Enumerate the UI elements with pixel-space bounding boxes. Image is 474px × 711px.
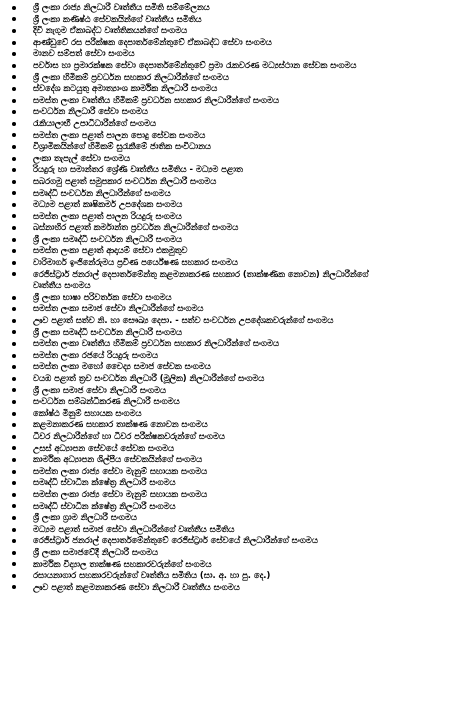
list-item [0,489,474,501]
list-item [0,118,474,130]
bullet-icon [12,17,16,21]
bullet-icon [12,261,16,265]
list-item-text: සංවර්ධන සම්බන්ධීකරණ නිලධාරී සංගමය [33,396,180,407]
bullet-icon [12,539,16,543]
list-item [0,524,474,536]
list-item [0,25,474,37]
list-item [0,396,474,408]
list-item-text: ශ්‍රී ලංකා රාජ්‍ය නිලධාරී වෘත්තීය සමිති සම්මේලනය [33,2,210,12]
list-item [0,245,474,257]
bullet-icon [12,249,16,253]
bullet-icon [12,470,16,474]
bullet-icon [12,122,16,126]
list-item-text: සමෘද්ධි ස්වාධීන ක්ෂේත්‍ර නිලධාරී සංගමය [33,477,176,488]
bullet-icon [12,412,16,416]
bullet-icon [12,388,16,392]
list-item [0,582,474,594]
list-item-text: ශ්‍රී ලංකා සමාජවේදී නිලධාරී සංගමය [33,546,159,557]
list-item-text: මධ්‍යම පළාත් කෘෂිකර්ම උපදේශක සංගමය [33,199,183,210]
list-item [0,2,474,14]
bullet-icon [12,528,16,532]
list-item [0,466,474,478]
list-item [0,350,474,362]
list-item [0,303,474,315]
list-item-text: ශ්‍රී ලංකා ග්‍රාම නිලධාරී සංගමය [33,512,137,523]
list-item [0,361,474,373]
bullet-icon [12,493,16,497]
list-item-text: ශ්‍රී ලංකා කණිෂ්ඨ සේවකයින්ගේ වෘත්තීය සමිතිය [33,13,202,24]
list-item-text: ඌව පළාත් සත්ව නි. හා සෞඛ්‍ය දෙපා. - සත්ව සංවර්ධන උපදේශකවරුන්ගේ සංගමය [33,315,334,326]
list-item [0,83,474,95]
bullet-icon [12,203,16,207]
list-item-text: රෙජිස්ට්‍රාර් ජනරාල් දෙපාර්තමේන්තු කළමනාකරණ සහකාර (තාක්ෂණික නොවන) නිලධාරීන්ගේ [33,268,369,279]
list-item [0,257,474,269]
bullet-icon [12,133,16,137]
bullet-icon [12,551,16,555]
bullet-icon [12,64,16,68]
list-item-text: ශ්‍රී ලංකා සමාජ සේවා නිලධාරී සංගමය [33,384,167,395]
list-item [0,419,474,431]
list-item [0,512,474,524]
bullet-icon [12,585,16,589]
bullet-icon [12,157,16,161]
bullet-icon [12,110,16,114]
list-item-text: සමස්ත ලංකා වෘත්තීය හිමිකම් ප්‍රවර්ධන සහකාර නිලධාරීන්ගේ සංගමය [33,94,280,105]
list-item [0,188,474,200]
bullet-icon [12,180,16,184]
list-item-text: සංවර්ධන නිලධාරී සේවා සංගමය [33,106,148,117]
list-item-continuation [0,280,474,292]
list-item [0,338,474,350]
list-item-text: ශ්‍රී ලංකා සමෘද්ධි සංවර්ධන නිලධාරී සංගමය [33,326,182,337]
list-item-text: කාර්මික විද්‍යාල තාක්ෂණ සහකාරවරුන්ගේ සංගමය [33,558,212,569]
list-item [0,141,474,153]
list-item [0,431,474,443]
bullet-icon [12,168,16,172]
bullet-icon [12,354,16,358]
bullet-icon [12,214,16,218]
list-item [0,443,474,455]
bullet-icon [12,99,16,103]
list-item [0,292,474,304]
list-item-text: ආණ්ඩුවේ රස පරීක්ෂක දෙපාර්තමේන්තුවේ ඒකාබද්ධ සේවා සංගමය [33,36,272,47]
list-item [0,559,474,571]
list-item-text: රියදුරු හා සමාන්තර ශ්‍රේණි වෘත්තීය සමිතිය - මධ්‍යම පළාත [33,164,243,175]
list-item [0,95,474,107]
list-item [0,14,474,26]
bullet-icon [12,52,16,56]
bullet-icon [12,435,16,439]
list-item-text: ධීවර නිලධාරීන්ගේ හා ධීවර පරීක්ෂකවරුන්ගේ සංගමය [33,430,225,441]
list-item-text: බස්නාහිර පළාත් කර්මාන්ත ප්‍රවර්ධන නිලධාරීන්ගේ සංගමය [33,222,239,233]
list-item [0,547,474,559]
list-item [0,385,474,397]
bullet-icon [12,29,16,33]
list-item-text: ශ්‍රී ලංකා හිමිකම් ප්‍රවර්ධන සහකාර නිලධාරීන්ගේ සංගමය [33,71,229,82]
list-item-text: සමස්ත ලංකා පළාත් ආදායම් සේවා එකමුතුව [33,245,188,256]
bullet-icon [12,400,16,404]
list-item [0,164,474,176]
list-item [0,315,474,327]
bullet-icon [12,191,16,195]
list-item-text: වයඹ පළාත් ත්‍රව සංවර්ධන නිලධාරී (මූලික) නිලධාරීන්ගේ සංගමය [33,373,265,383]
list-item [0,408,474,420]
list-item-text: මධ්‍යම පළාත් සමාජ සේවා නිලධාරීන්ගේ වෘත්තීය සමිතිය [33,523,235,534]
list-item [0,327,474,339]
list-item [0,130,474,142]
list-item-text: උසස් අධ්‍යාපන සේවයේ සේවක සංගමය [33,442,175,453]
list-item-text: වාරිමාර්ග ඉංජිනේරුමය ප්‍රවීණ පර්යේෂණ සහකාර සංගමය [33,257,238,268]
list-item [0,570,474,582]
list-item-text: කළමනාකරණ සහකාර තාක්ෂණ නොවන සංගමය [33,419,208,430]
list-item-text: මානව සම්පත් සේවා සංගමය [33,48,135,59]
list-item [0,234,474,246]
list-item-text: සමස්ත ලංකා වෘත්තීය හිමිකම් ප්‍රවර්ධන සහකාර නිලධාරීන්ගේ සංගමය [33,338,280,349]
bullet-icon [12,504,16,508]
list-item [0,153,474,165]
list-item [0,501,474,513]
bullet-icon [12,330,16,334]
list-item [0,269,474,281]
list-item-text: කාර්මික අධ්‍යාපන ශිල්පීය සේවකයින්ගේ සංගමය [33,454,203,465]
bullet-icon [12,296,16,300]
list-item-text: සමස්ත ලංකා සමාජ සේවා නිලධාරීන්ගේ සංගමය [33,303,204,314]
bullet-icon [12,377,16,381]
list-item-text: රසායනාගාර සහකාරවරුන්ගේ වෘත්තීය සමිතිය (සා. අ. හා පු. දෙ.) [33,570,271,581]
list-item [0,60,474,72]
list-item-text: රැකියාලාභී උපාධිධාරීන්ගේ සංගමය [33,117,157,128]
bullet-icon [12,145,16,149]
list-item [0,373,474,385]
list-item-text: ශ්‍රී ලංකා භාෂා පරිවර්තක සේවා සංගමය [33,291,172,302]
list-item-text: ඌව පළාත් කළමනාකරණ සේවා නිලධාරී වෘත්තීය සංගමය [33,581,240,592]
list-item [0,106,474,118]
list-item-text: රෙජිස්ට්‍රාර් ජනරාල් දෙපාර්තමේන්තුවේ රෙජිස්ට්‍රාර් සේවයේ නිලධාරීන්ගේ සංගමය [33,535,318,546]
list-item-text: සබරගමු පළාත් සමුපකාර සංවර්ධන නිලධාරී සංගමය [33,175,217,186]
bullet-icon [12,307,16,311]
list-item-text: වෘත්තීය සංගමය [33,280,91,291]
bullet-icon [12,342,16,346]
list-item-text: සමස්ත ලංකා පළාත් පාලන පොදු සේවක සංගමය [33,129,206,140]
bullet-icon [12,238,16,242]
bullet-icon [12,516,16,520]
document-page [0,2,474,593]
bullet-icon [12,423,16,427]
list-item-text: සමස්ත ලංකා රාජ්‍ය සේවා මැනුම් සහායක සංගමය [33,465,208,476]
bullet-icon [12,272,16,276]
list-item [0,477,474,489]
bullet-icon [12,458,16,462]
list-item-text: සමස්ත ලංකා රජයේ රියදුරු සංගමය [33,349,159,360]
list-item-text: සමස්ත ලංකා මහෝ චෛද්‍ය සමාජ සේවක සංගමය [33,361,211,372]
list-item-text: සමෘද්ධි ස්වාධීන ක්ෂේත්‍ර නිලධාරී සංගමය [33,500,176,511]
bullet-icon [12,75,16,79]
bullet-icon [12,574,16,578]
bullet-icon [12,6,16,10]
list-item-text: විශ්‍රාමිකයින්ගේ හිමිකම් සුරැකීමේ ජාතික සංවිධානය [33,141,211,152]
bullet-icon [12,562,16,566]
list-item-text: සමස්ත ලංකා රාජ්‍ය සේවා මැනුම් සහායක සංගමය [33,488,208,499]
bullet-icon [12,87,16,91]
list-item-text: ලංකා තැපැල් සේවා සංගමය [33,152,131,163]
list-item [0,176,474,188]
bullet-icon [12,365,16,369]
bullet-icon [12,226,16,230]
list-item [0,454,474,466]
list-item-text: ශ්‍රී ලංකා සමෘද්ධි සංවර්ධන නිලධාරී සංගමය [33,233,182,244]
list-item-text: දිවි නැගුම ඒකාබද්ධ වෘත්තිකයන්ගේ සංගමය [33,25,188,36]
list-item [0,211,474,223]
bullet-icon [12,446,16,450]
union-list [0,2,474,593]
list-item-text: සමස්ත ලංකා පළාත් පාලන රියදුරු සංගමය [33,210,182,221]
list-item [0,199,474,211]
list-item [0,535,474,547]
bullet-icon [12,319,16,323]
list-item [0,48,474,60]
bullet-icon [12,481,16,485]
list-item [0,72,474,84]
list-item-text: කෝෂ්ඨ මිනුම් සහායක සංගමය [33,407,142,418]
bullet-icon [12,41,16,45]
list-item-text: පර්වාස හා ප්‍රමාරක්ෂක සේවා දෙපාර්තමේන්තුවේ ප්‍රමා රැකවරණ මධ්‍යස්ථාන සේවක සංගමය [33,59,357,70]
list-item-text: සමෘද්ධි සංවර්ධන නිලධාරීන්ගේ සංගමය [33,187,171,198]
list-item [0,37,474,49]
list-item [0,222,474,234]
list-item-text: ස්වදේශ කටයුතු අමාත්‍යාංශ කාර්මික නිලධාරී සංගමය [33,83,218,94]
